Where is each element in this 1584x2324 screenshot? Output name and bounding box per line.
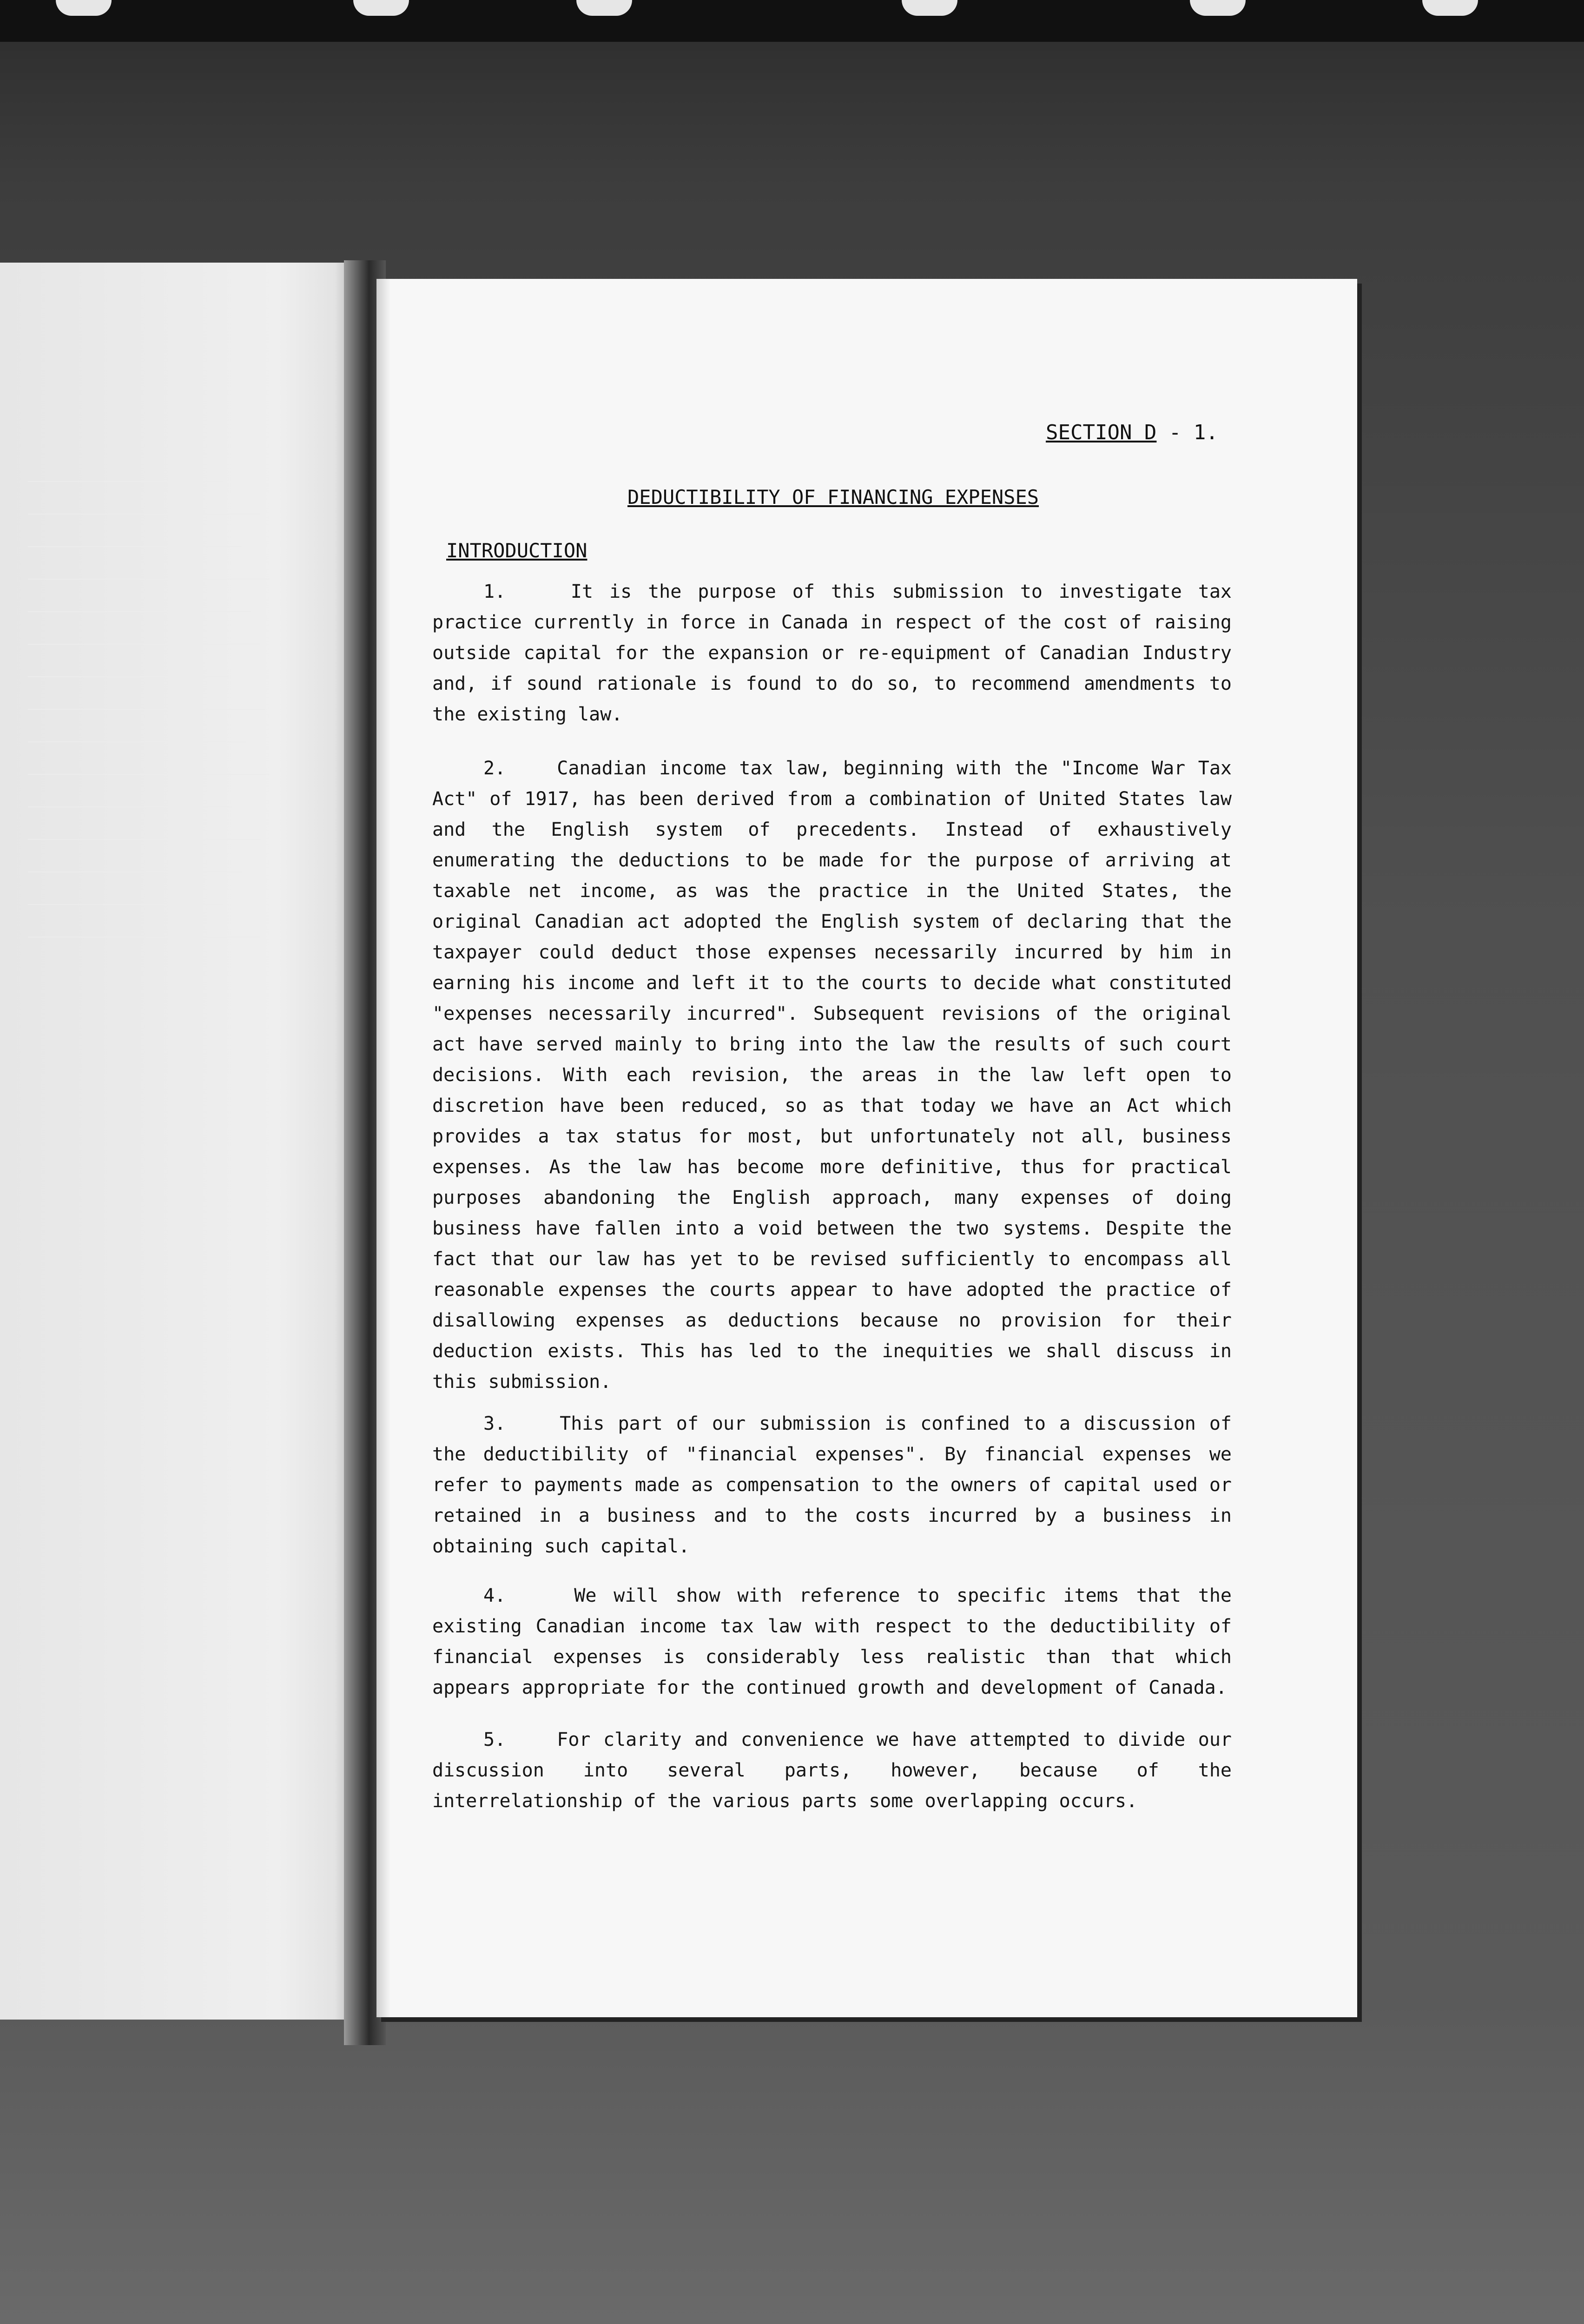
paragraph-3: 3. This part of our submission is confined to a discussion of the deductibility of "financial expenses". By financial expenses we refer to payments made as compensation to the owners of capital used or retained in a business and to the costs incurred by a business in obtaining such capital. xyxy=(432,1413,1232,1557)
facing-page xyxy=(0,263,353,2020)
document-page xyxy=(376,279,1357,2017)
document-title: DEDUCTIBILITY OF FINANCING EXPENSES xyxy=(627,486,1039,508)
section-label: SECTION D - 1. xyxy=(1046,421,1218,444)
section-heading: INTRODUCTION xyxy=(446,539,587,562)
film-edge xyxy=(0,0,1584,42)
paragraph-2: 2. Canadian income tax law, beginning with the "Income War Tax Act" of 1917, has been derived from a combination of United States law and the English system of precedents. Instead of exhaustively enumerating the deductions to be made for the purpose of arriving at taxable net income, as was the practice in the United States, the original Canadian act adopted the English system of declaring that the taxpayer could deduct those expenses necessarily incurred by him in earning his income and left it to the courts to decide what constituted "expenses necessarily incurred". Subsequent revisions of the original act have served mainly to bring into the law the results of such court decisions. With each revision, the areas in the law left open to discretion have been reduced, so as that today we have an Act which provides a tax status for most, but unfortunately not all, business expenses. As the law has become more definitive, thus for practical purposes abandoning the English approach, many expenses of doing business have fallen into a void between the two systems. Despite the fact that our law has yet to be revised sufficiently to encompass all reasonable expenses the courts appear to have adopted the practice of disallowing expenses as deductions because no provision for their deduction exists. This has led to the inequities we shall discuss in this submission. xyxy=(432,758,1232,1393)
paragraph-1: 1. It is the purpose of this submission to investigate tax practice currently in force in Canada in respect of the cost of raising outside capital for the expansion or re-equipment of Canadian Industry and, if sound rationale is found to do so, to recommend amendments to the existing law. xyxy=(432,581,1232,725)
paragraph-5: 5. For clarity and convenience we have attempted to divide our discussion into several parts, however, because of the interrelationship of the various parts some overlapping occurs. xyxy=(432,1729,1232,1812)
paragraph-4: 4. We will show with reference to specific items that the existing Canadian income tax law with respect to the deductibility of financial expenses is considerably less realistic than that which appears appropriate for the continued growth and development of Canada. xyxy=(432,1585,1232,1698)
